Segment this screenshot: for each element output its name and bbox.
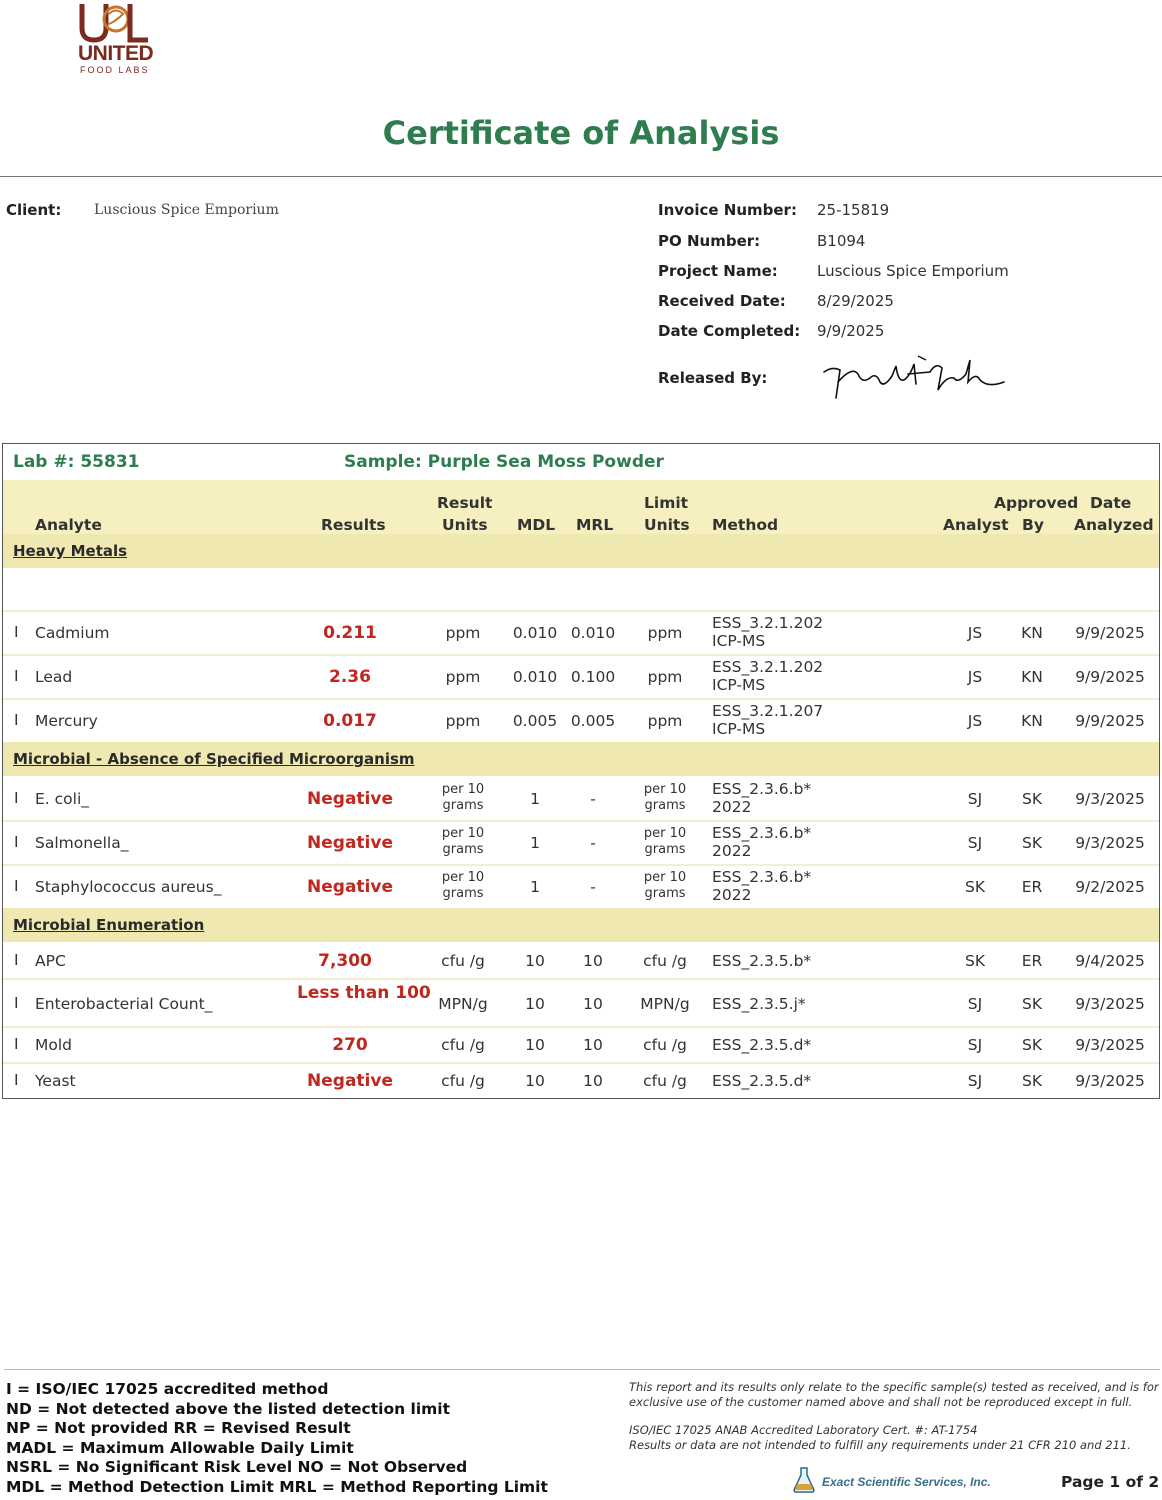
po-number-value: B1094	[817, 232, 866, 250]
note-line: exclusive use of the customer named above and shall not be reproduced except in full.	[629, 1394, 1133, 1409]
mdl-value: 1	[530, 878, 540, 896]
analyst: SK	[964, 952, 985, 970]
sample-name: Sample: Purple Sea Moss Powder	[344, 452, 664, 472]
table-row-spacer	[3, 568, 1159, 612]
section-microbial-enumeration	[3, 908, 1159, 942]
table-row	[3, 776, 1159, 822]
analyte-name: APC	[35, 952, 66, 970]
header-mrl: MRL	[576, 516, 614, 534]
analyte-name: Lead	[35, 668, 73, 686]
approved-by: KN	[1021, 712, 1043, 730]
approved-by: KN	[1021, 668, 1043, 686]
analyst: JS	[967, 712, 983, 730]
analyte-name: Salmonella_	[35, 834, 129, 852]
mrl-value: -	[590, 878, 596, 896]
date-analyzed: 9/3/2025	[1075, 1072, 1145, 1090]
mdl-value: 1	[530, 834, 540, 852]
mdl-value: 0.010	[512, 624, 558, 642]
limit-units-line-1: per 10	[643, 870, 687, 885]
header-limit-units-1: Limit	[644, 494, 689, 512]
approved-by: ER	[1021, 878, 1043, 896]
result-units-line-2: grams	[442, 842, 484, 857]
header-analyte: Analyte	[35, 516, 102, 534]
approved-by: ER	[1021, 952, 1043, 970]
result-value: 7,300	[318, 951, 372, 971]
table-row	[3, 942, 1159, 980]
method-line-1: ESS_2.3.6.b*	[712, 868, 812, 886]
method-line-1: ESS_2.3.6.b*	[712, 780, 812, 798]
date-analyzed: 9/4/2025	[1075, 952, 1145, 970]
table-row	[3, 864, 1159, 908]
mrl-value: -	[590, 834, 596, 852]
result-value: Negative	[307, 833, 393, 853]
legend-line: I = ISO/IEC 17025 accredited method	[6, 1380, 329, 1398]
mdl-value: 1	[530, 790, 540, 808]
date-completed-value: 9/9/2025	[817, 322, 885, 340]
lab-sample-row	[3, 444, 1159, 482]
mrl-value: 10	[583, 952, 603, 970]
result-units: cfu /g	[441, 952, 485, 970]
approved-by: SK	[1021, 834, 1042, 852]
section-heavy-metals	[3, 534, 1159, 568]
approved-by: SK	[1021, 1072, 1042, 1090]
approved-by: KN	[1021, 624, 1043, 642]
limit-units-line-1: per 10	[643, 782, 687, 797]
approved-by: SK	[1021, 790, 1042, 808]
accredited-flag: I	[14, 1035, 19, 1053]
method-line-1: ESS_3.2.1.207	[712, 702, 824, 720]
analyst: SJ	[967, 1036, 983, 1054]
result-units-line-2: grams	[442, 886, 484, 901]
accredited-flag: I	[14, 833, 19, 851]
header-method: Method	[712, 516, 779, 534]
limit-units: ppm	[647, 624, 683, 642]
analyst: SK	[964, 878, 985, 896]
method-line-1: ESS_2.3.6.b*	[712, 824, 812, 842]
analyst: SJ	[967, 834, 983, 852]
mrl-value: -	[590, 790, 596, 808]
result-value: 2.36	[329, 667, 371, 687]
mrl-value: 0.100	[570, 668, 616, 686]
header-limit-units-2: Units	[644, 516, 690, 534]
method-line-2: ICP-MS	[712, 676, 766, 694]
analyte-name: Mold	[35, 1036, 73, 1054]
mrl-value: 10	[583, 995, 603, 1013]
exact-scientific-name: Exact Scientific Services, Inc.	[822, 1475, 991, 1489]
table-row	[3, 978, 1159, 1028]
analyte-name: Enterobacterial Count_	[35, 995, 213, 1013]
result-units: MPN/g	[438, 995, 488, 1013]
mrl-value: 0.005	[570, 712, 616, 730]
analyte-name: Mercury	[35, 712, 98, 730]
legend-line: NSRL = No Significant Risk Level NO = Not Observed	[6, 1458, 468, 1476]
method-line-2: 2022	[712, 798, 752, 816]
table-row	[3, 610, 1159, 656]
analyte-name: Yeast	[35, 1072, 76, 1090]
date-analyzed: 9/9/2025	[1075, 712, 1145, 730]
limit-units: cfu /g	[643, 1036, 687, 1054]
accredited-flag: I	[14, 877, 19, 895]
date-analyzed: 9/9/2025	[1075, 668, 1145, 686]
table-row	[3, 698, 1159, 742]
header-date-1: Date	[1090, 494, 1132, 512]
date-analyzed: 9/9/2025	[1075, 624, 1145, 642]
logo-wordmark: UNITED	[78, 42, 154, 65]
table-row	[3, 1026, 1159, 1064]
method-line-2: ICP-MS	[712, 720, 766, 738]
method-line-1: ESS_3.2.1.202	[712, 614, 824, 632]
method: ESS_2.3.5.b*	[712, 952, 812, 970]
disclaimer-notes	[629, 1380, 1159, 1452]
mdl-value: 0.010	[512, 668, 558, 686]
result-value: Less than 100	[297, 983, 431, 1003]
analyte-name: Staphylococcus aureus_	[35, 878, 222, 896]
result-value: 0.211	[323, 623, 377, 643]
released-by-label: Released By:	[658, 369, 768, 387]
date-analyzed: 9/3/2025	[1075, 995, 1145, 1013]
limit-units: MPN/g	[640, 995, 690, 1013]
approved-by: SK	[1021, 995, 1042, 1013]
header-results: Results	[321, 516, 386, 534]
accredited-flag: I	[14, 994, 19, 1012]
section-title: Microbial Enumeration	[13, 916, 205, 934]
analyst: SJ	[967, 1072, 983, 1090]
header-analyst: Analyst	[943, 516, 1009, 534]
limit-units-line-2: grams	[644, 886, 686, 901]
results-table	[2, 443, 1160, 1099]
note-line: ISO/IEC 17025 ANAB Accredited Laboratory Cert. #: AT-1754	[629, 1423, 978, 1437]
project-name-value: Luscious Spice Emporium	[817, 262, 1009, 280]
table-row	[3, 1062, 1159, 1098]
mrl-value: 10	[583, 1036, 603, 1054]
analyst: SJ	[967, 790, 983, 808]
lab-number: Lab #: 55831	[13, 452, 140, 472]
project-name-label: Project Name:	[658, 262, 778, 280]
date-analyzed: 9/3/2025	[1075, 834, 1145, 852]
legend-line: MDL = Method Detection Limit MRL = Method Reporting Limit	[6, 1477, 548, 1496]
method-line-2: 2022	[712, 842, 752, 860]
analyst: JS	[967, 624, 983, 642]
po-number-label: PO Number:	[658, 232, 761, 250]
header-approved-2: By	[1022, 516, 1044, 534]
result-units-line-1: per 10	[441, 782, 485, 797]
flask-icon	[792, 1466, 816, 1494]
mdl-value: 10	[525, 1072, 545, 1090]
footer-divider	[4, 1369, 1160, 1370]
company-logo	[76, 2, 152, 74]
table-row	[3, 654, 1159, 700]
accredited-flag: I	[14, 667, 19, 685]
method: ESS_2.3.5.j*	[712, 995, 806, 1013]
section-title: Microbial - Absence of Specified Microorganism	[13, 750, 415, 768]
header-approved-1: Approved	[994, 494, 1079, 512]
received-date-value: 8/29/2025	[817, 292, 894, 310]
united-food-labs-logo-mark	[78, 2, 150, 44]
accredited-flag: I	[14, 711, 19, 729]
result-value: 270	[332, 1035, 368, 1055]
limit-units-line-2: grams	[644, 842, 686, 857]
page-title: Certificate of Analysis	[382, 114, 780, 152]
legend-line: NP = Not provided RR = Revised Result	[6, 1419, 351, 1437]
mrl-value: 10	[583, 1072, 603, 1090]
client-label: Client:	[6, 201, 62, 219]
limit-units-line-1: per 10	[643, 826, 687, 841]
result-units: cfu /g	[441, 1072, 485, 1090]
result-units: ppm	[445, 712, 481, 730]
invoice-number-value: 25-15819	[817, 201, 890, 219]
analyte-name: Cadmium	[35, 624, 110, 642]
date-completed-label: Date Completed:	[658, 322, 801, 340]
result-value: 0.017	[323, 711, 377, 731]
mrl-value: 0.010	[570, 624, 616, 642]
header-result-units-1: Result	[437, 494, 493, 512]
limit-units: ppm	[647, 712, 683, 730]
note-line: This report and its results only relate to the specific sample(s) tested as received, and is for	[629, 1380, 1159, 1394]
section-title: Heavy Metals	[13, 542, 128, 560]
limit-units: cfu /g	[643, 1072, 687, 1090]
page-number: Page 1 of 2	[1061, 1473, 1160, 1491]
date-analyzed: 9/2/2025	[1075, 878, 1145, 896]
section-microbial-absence	[3, 742, 1159, 776]
accredited-flag: I	[14, 951, 19, 969]
analyte-name: E. coli_	[35, 790, 90, 808]
note-line: Results or data are not intended to fulfill any requirements under 21 CFR 210 and 211.	[629, 1437, 1131, 1452]
result-units-line-1: per 10	[441, 826, 485, 841]
method-line-2: 2022	[712, 886, 752, 904]
date-analyzed: 9/3/2025	[1075, 790, 1145, 808]
limit-units: ppm	[647, 668, 683, 686]
header-mdl: MDL	[517, 516, 556, 534]
approved-by: SK	[1021, 1036, 1042, 1054]
logo-subtitle: FOOD LABS	[80, 65, 150, 75]
abbreviation-legend	[6, 1380, 548, 1497]
mdl-value: 10	[525, 1036, 545, 1054]
result-value: Negative	[307, 877, 393, 897]
mdl-value: 10	[525, 995, 545, 1013]
method: ESS_2.3.5.d*	[712, 1036, 812, 1054]
result-value: Negative	[307, 789, 393, 809]
accredited-flag: I	[14, 789, 19, 807]
header-result-units-2: Units	[442, 516, 488, 534]
header-date-2: Analyzed	[1074, 516, 1154, 534]
result-value: Negative	[307, 1071, 393, 1091]
limit-units-line-2: grams	[644, 798, 686, 813]
date-analyzed: 9/3/2025	[1075, 1036, 1145, 1054]
mdl-value: 0.005	[512, 712, 558, 730]
analyst: JS	[967, 668, 983, 686]
method-line-2: ICP-MS	[712, 632, 766, 650]
legend-line: ND = Not detected above the listed detection limit	[6, 1399, 451, 1418]
result-units-line-1: per 10	[441, 870, 485, 885]
result-units: cfu /g	[441, 1036, 485, 1054]
analyst: SJ	[967, 995, 983, 1013]
method: ESS_2.3.5.d*	[712, 1072, 812, 1090]
accredited-flag: I	[14, 623, 19, 641]
title-divider	[0, 176, 1162, 177]
client-value: Luscious Spice Emporium	[94, 202, 279, 218]
result-units: ppm	[445, 624, 481, 642]
accredited-flag: I	[14, 1071, 19, 1089]
exact-scientific-logo	[792, 1466, 1012, 1496]
result-units-line-2: grams	[442, 798, 484, 813]
method-line-1: ESS_3.2.1.202	[712, 658, 824, 676]
signature-image	[818, 352, 1010, 404]
limit-units: cfu /g	[643, 952, 687, 970]
table-header	[3, 480, 1159, 534]
received-date-label: Received Date:	[658, 292, 786, 310]
legend-line: MADL = Maximum Allowable Daily Limit	[6, 1438, 354, 1457]
table-row	[3, 820, 1159, 866]
mdl-value: 10	[525, 952, 545, 970]
invoice-number-label: Invoice Number:	[658, 201, 797, 219]
result-units: ppm	[445, 668, 481, 686]
